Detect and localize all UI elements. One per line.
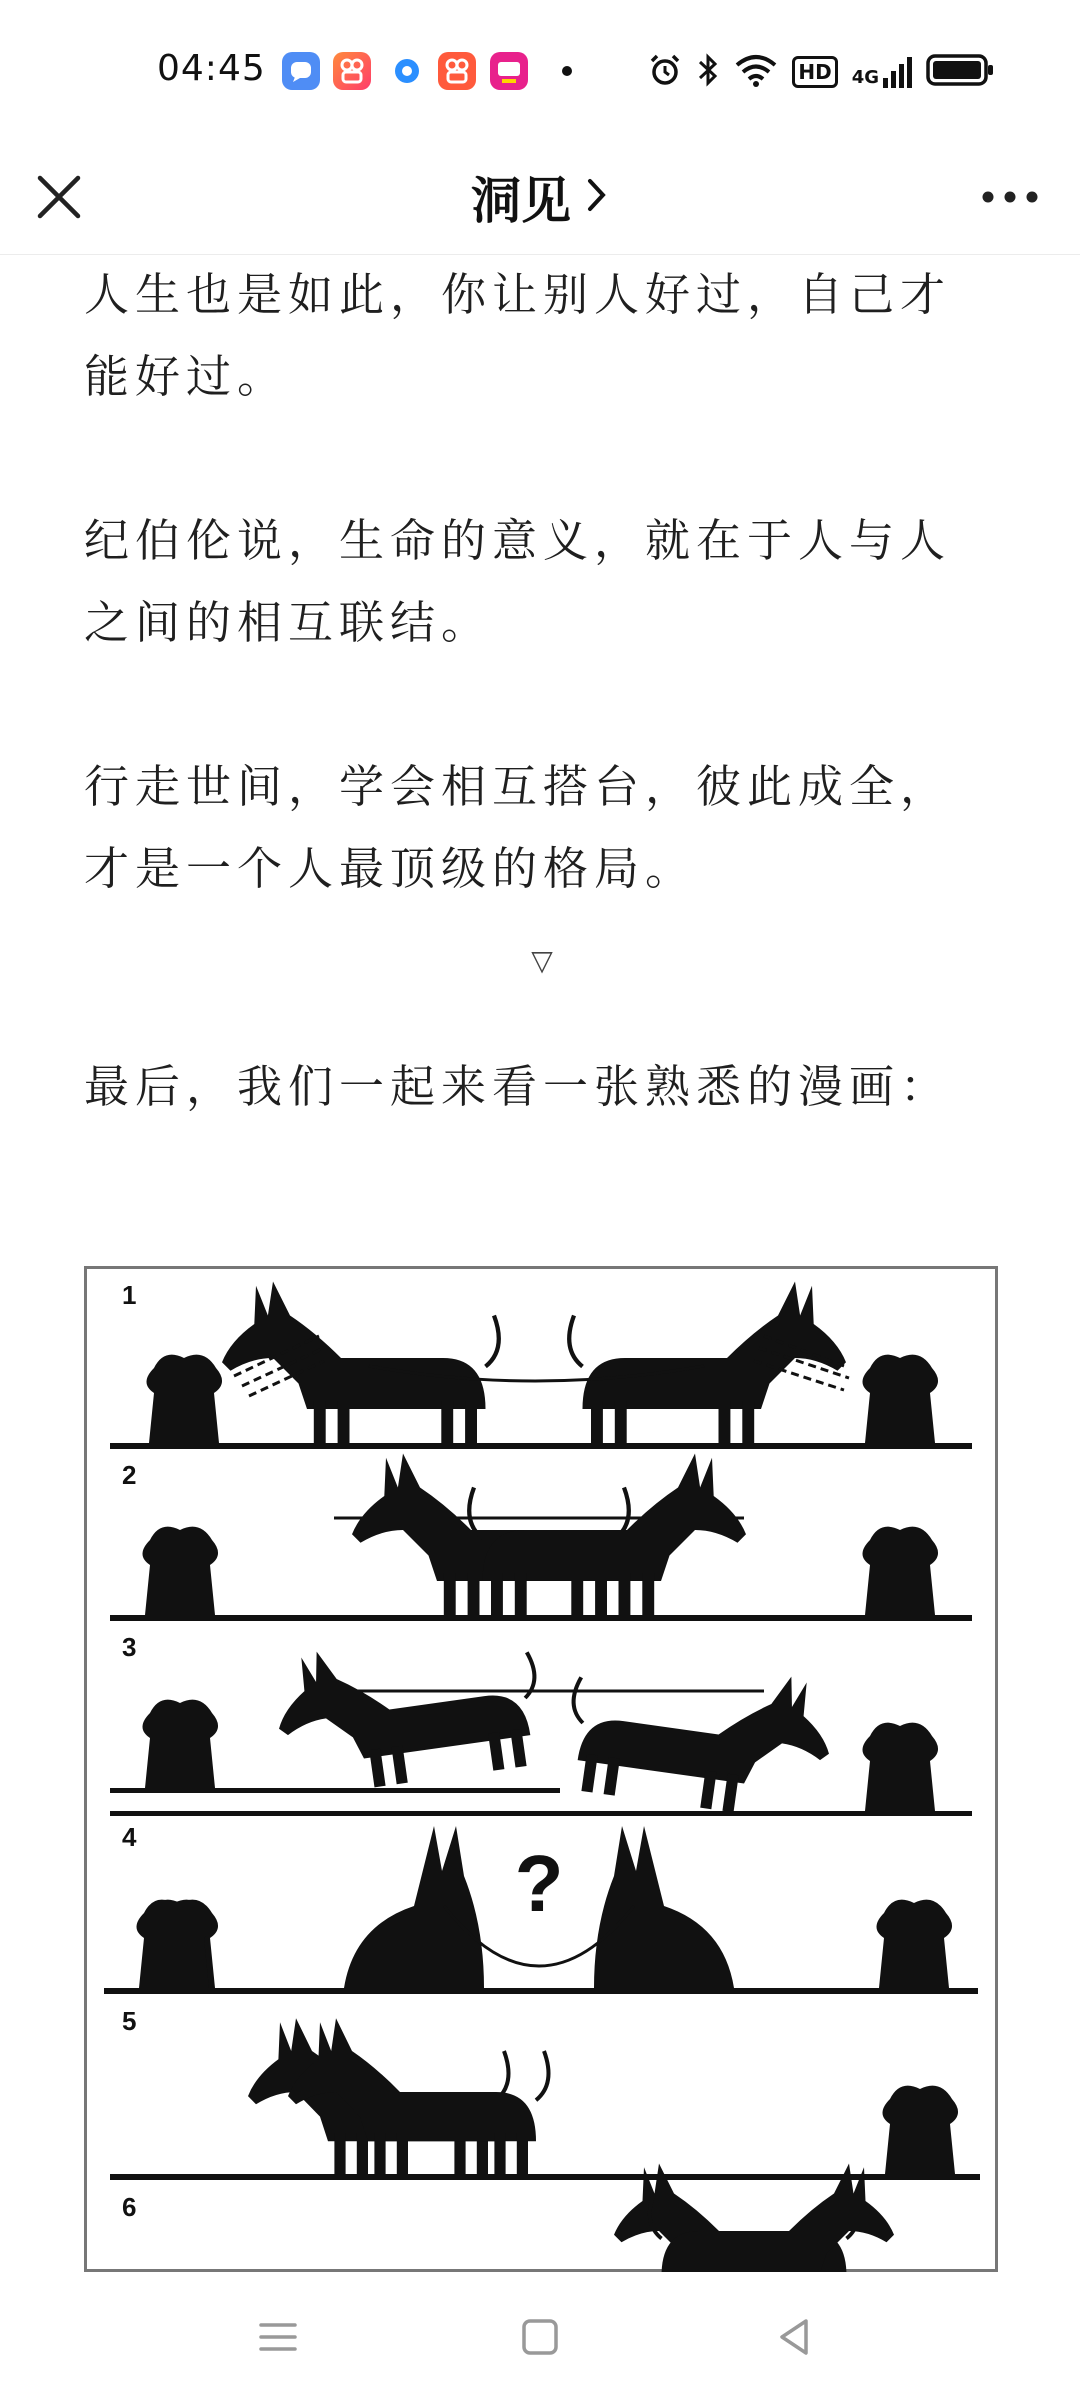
shop-app-icon xyxy=(490,52,528,90)
paragraph: 人生也是如此，你让别人好过，自己才能好过。 xyxy=(84,268,952,403)
home-icon[interactable] xyxy=(515,2312,565,2362)
alarm-icon xyxy=(648,53,682,91)
panel-number: 6 xyxy=(122,2192,137,2222)
status-icons xyxy=(648,50,994,94)
paragraph: 纪伯伦说，生命的意义，就在于人与人之间的相互联结。 xyxy=(84,514,952,649)
closing-paragraph: 最后，我们一起来看一张熟悉的漫画： xyxy=(84,1060,952,1113)
status-time: 04:45 xyxy=(157,48,266,89)
back-icon[interactable] xyxy=(770,2312,820,2362)
panel-number: 2 xyxy=(122,1460,137,1490)
signal-icon xyxy=(852,56,912,88)
account-title[interactable] xyxy=(0,140,1080,254)
chevron-right-icon xyxy=(585,175,609,219)
video-app-icon xyxy=(438,52,476,90)
nav-bar xyxy=(0,140,1080,255)
panel-number: 3 xyxy=(122,1632,137,1662)
page-title[interactable]: 洞见 xyxy=(471,172,571,230)
battery-icon xyxy=(926,54,994,90)
menu-icon[interactable] xyxy=(253,2312,303,2362)
video-app-icon xyxy=(333,52,371,90)
more-icon[interactable] xyxy=(980,174,1040,220)
dot-icon xyxy=(562,66,572,76)
panel-number: 1 xyxy=(122,1280,137,1310)
donkey-cooperation-comic[interactable] xyxy=(84,1266,998,2272)
bluetooth-icon xyxy=(696,52,720,92)
status-bar xyxy=(0,0,1080,140)
chat-bubble-icon xyxy=(282,52,320,90)
paragraph: 行走世间，学会相互搭台，彼此成全，才是一个人最顶级的格局。 xyxy=(84,760,952,895)
question-mark: ? xyxy=(514,1839,564,1928)
browser-dot-icon xyxy=(388,52,426,90)
hd-badge: HD xyxy=(792,56,837,88)
wifi-icon xyxy=(734,53,778,91)
panel-number: 5 xyxy=(122,2006,137,2036)
panel-number: 4 xyxy=(122,1822,137,1852)
network-type: 4G xyxy=(851,67,879,88)
article-body xyxy=(84,254,1000,1128)
system-nav-bar xyxy=(0,2272,1080,2400)
section-divider: ▽ xyxy=(531,944,553,977)
